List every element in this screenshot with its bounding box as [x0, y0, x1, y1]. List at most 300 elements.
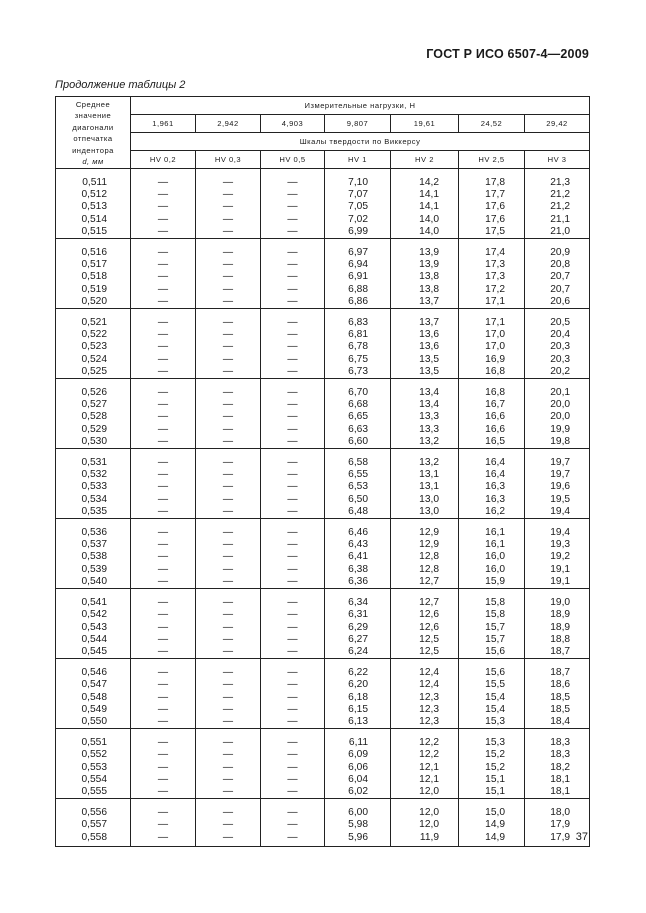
hardness-cell: 19,9 [525, 424, 590, 436]
group-spacer [56, 379, 590, 388]
hardness-cell: 13,5 [391, 354, 459, 366]
table-row [56, 424, 590, 436]
hardness-cell: 19,7 [525, 457, 590, 469]
spacer-cell [56, 659, 131, 668]
empty-value-cell: — [131, 411, 196, 423]
empty-value-cell: — [261, 317, 325, 329]
empty-value-cell: — [261, 667, 325, 679]
hardness-cell: 12,2 [391, 749, 459, 761]
corner-header-line: отпечатка [73, 134, 113, 143]
scales-header: Шкалы твердости по Виккерсу [131, 133, 590, 151]
hardness-cell: 16,4 [459, 457, 525, 469]
empty-value-cell: — [261, 679, 325, 691]
empty-value-cell: — [196, 576, 261, 589]
hardness-cell: 7,05 [325, 201, 391, 213]
hardness-cell: 14,0 [391, 214, 459, 226]
table-row [56, 679, 590, 691]
group-spacer [56, 659, 590, 668]
table-row [56, 399, 590, 411]
spacer-cell [56, 729, 131, 738]
spacer-cell [131, 379, 196, 388]
table-row [56, 436, 590, 449]
empty-value-cell: — [131, 271, 196, 283]
table-row [56, 214, 590, 226]
table-body [56, 169, 590, 847]
empty-value-cell: — [196, 786, 261, 799]
empty-value-cell: — [261, 716, 325, 729]
hardness-cell: 6,48 [325, 506, 391, 519]
table-row [56, 329, 590, 341]
empty-value-cell: — [261, 189, 325, 201]
spacer-cell [196, 589, 261, 598]
empty-value-cell: — [196, 807, 261, 819]
hardness-cell: 16,0 [459, 551, 525, 563]
spacer-cell [391, 659, 459, 668]
hardness-cell: 12,6 [391, 609, 459, 621]
diagonal-cell: 0,534 [56, 494, 131, 506]
empty-value-cell: — [196, 284, 261, 296]
corner-header-line: значение [74, 111, 112, 120]
spacer-cell [261, 379, 325, 388]
hardness-cell: 6,97 [325, 247, 391, 259]
hardness-cell: 6,63 [325, 424, 391, 436]
spacer-cell [325, 589, 391, 598]
empty-value-cell: — [131, 716, 196, 729]
empty-value-cell: — [261, 737, 325, 749]
group-spacer [56, 309, 590, 318]
diagonal-cell: 0,513 [56, 201, 131, 213]
hardness-cell: 6,24 [325, 646, 391, 659]
empty-value-cell: — [196, 259, 261, 271]
empty-value-cell: — [261, 634, 325, 646]
hardness-cell: 14,9 [459, 832, 525, 847]
table-row [56, 539, 590, 551]
spacer-cell [196, 729, 261, 738]
spacer-cell [391, 309, 459, 318]
empty-value-cell: — [261, 226, 325, 239]
hardness-cell: 19,0 [525, 597, 590, 609]
table-caption: Продолжение таблицы 2 [55, 79, 186, 91]
hardness-cell: 21,2 [525, 201, 590, 213]
diagonal-cell: 0,522 [56, 329, 131, 341]
hardness-cell: 6,13 [325, 716, 391, 729]
diagonal-cell: 0,517 [56, 259, 131, 271]
group-spacer [56, 449, 590, 458]
empty-value-cell: — [131, 704, 196, 716]
spacer-cell [525, 379, 590, 388]
spacer-cell [391, 589, 459, 598]
diagonal-cell: 0,539 [56, 564, 131, 576]
empty-value-cell: — [261, 201, 325, 213]
hardness-cell: 13,3 [391, 424, 459, 436]
diagonal-cell: 0,550 [56, 716, 131, 729]
hardness-cell: 20,4 [525, 329, 590, 341]
hardness-cell: 18,8 [525, 634, 590, 646]
hardness-cell: 6,94 [325, 259, 391, 271]
spacer-cell [131, 589, 196, 598]
table-row [56, 564, 590, 576]
hardness-cell: 13,0 [391, 506, 459, 519]
spacer-cell [196, 659, 261, 668]
spacer-cell [56, 589, 131, 598]
empty-value-cell: — [131, 457, 196, 469]
spacer-cell [459, 309, 525, 318]
spacer-cell [56, 309, 131, 318]
diagonal-cell: 0,523 [56, 341, 131, 353]
diagonal-cell: 0,552 [56, 749, 131, 761]
table-row [56, 296, 590, 309]
empty-value-cell: — [131, 737, 196, 749]
empty-value-cell: — [261, 786, 325, 799]
empty-value-cell: — [196, 494, 261, 506]
spacer-cell [525, 239, 590, 248]
empty-value-cell: — [196, 551, 261, 563]
empty-value-cell: — [261, 457, 325, 469]
table-row [56, 749, 590, 761]
spacer-cell [196, 449, 261, 458]
hardness-cell: 6,43 [325, 539, 391, 551]
empty-value-cell: — [261, 609, 325, 621]
hardness-cell: 14,9 [459, 819, 525, 831]
hardness-cell: 17,9 [525, 819, 590, 831]
hardness-cell: 13,4 [391, 387, 459, 399]
hardness-cell: 14,1 [391, 189, 459, 201]
spacer-cell [196, 799, 261, 808]
table-row [56, 177, 590, 189]
hardness-cell: 17,9 [525, 832, 590, 847]
hardness-cell: 19,5 [525, 494, 590, 506]
empty-value-cell: — [196, 737, 261, 749]
empty-value-cell: — [261, 366, 325, 379]
empty-value-cell: — [131, 259, 196, 271]
empty-value-cell: — [131, 749, 196, 761]
hardness-cell: 6,02 [325, 786, 391, 799]
empty-value-cell: — [131, 634, 196, 646]
scale-label: HV 1 [325, 151, 391, 169]
hardness-cell: 16,1 [459, 539, 525, 551]
hardness-cell: 20,7 [525, 284, 590, 296]
empty-value-cell: — [131, 399, 196, 411]
hardness-cell: 16,2 [459, 506, 525, 519]
spacer-cell [325, 379, 391, 388]
hardness-cell: 6,27 [325, 634, 391, 646]
hardness-cell: 18,7 [525, 667, 590, 679]
diagonal-cell: 0,531 [56, 457, 131, 469]
spacer-cell [196, 519, 261, 528]
table-row [56, 317, 590, 329]
empty-value-cell: — [261, 762, 325, 774]
hardness-cell: 7,02 [325, 214, 391, 226]
spacer-cell [261, 309, 325, 318]
empty-value-cell: — [196, 387, 261, 399]
empty-value-cell: — [196, 424, 261, 436]
table-row [56, 819, 590, 831]
hardness-cell: 14,2 [391, 177, 459, 189]
diagonal-cell: 0,545 [56, 646, 131, 659]
diagonal-cell: 0,535 [56, 506, 131, 519]
empty-value-cell: — [196, 247, 261, 259]
empty-value-cell: — [261, 411, 325, 423]
diagonal-cell: 0,549 [56, 704, 131, 716]
hardness-cell: 6,55 [325, 469, 391, 481]
hardness-cell: 15,0 [459, 807, 525, 819]
table-row [56, 622, 590, 634]
load-value: 29,42 [525, 115, 590, 133]
empty-value-cell: — [261, 576, 325, 589]
spacer-cell [196, 379, 261, 388]
empty-value-cell: — [131, 494, 196, 506]
hardness-cell: 6,22 [325, 667, 391, 679]
hardness-cell: 16,8 [459, 366, 525, 379]
table-row [56, 634, 590, 646]
spacer-cell [391, 449, 459, 458]
spacer-cell [131, 729, 196, 738]
spacer-cell [459, 379, 525, 388]
table-row [56, 284, 590, 296]
spacer-cell [391, 379, 459, 388]
hardness-cell: 13,2 [391, 436, 459, 449]
hardness-cell: 13,4 [391, 399, 459, 411]
spacer-cell [391, 519, 459, 528]
table-row [56, 247, 590, 259]
spacer-cell [56, 799, 131, 808]
diagonal-cell: 0,558 [56, 832, 131, 847]
hardness-cell: 12,0 [391, 819, 459, 831]
spacer-cell [261, 519, 325, 528]
spacer-cell [56, 169, 131, 178]
diagonal-cell: 0,544 [56, 634, 131, 646]
table-row [56, 737, 590, 749]
hardness-cell: 21,0 [525, 226, 590, 239]
spacer-cell [196, 169, 261, 178]
empty-value-cell: — [261, 506, 325, 519]
diagonal-cell: 0,554 [56, 774, 131, 786]
hardness-cell: 20,2 [525, 366, 590, 379]
spacer-cell [325, 309, 391, 318]
diagonal-column-header [56, 97, 131, 169]
table-row [56, 494, 590, 506]
spacer-cell [261, 239, 325, 248]
load-value: 4,903 [261, 115, 325, 133]
table-row [56, 259, 590, 271]
table-row [56, 481, 590, 493]
empty-value-cell: — [261, 354, 325, 366]
spacer-cell [261, 449, 325, 458]
corner-header-line: d, мм [82, 157, 104, 166]
diagonal-cell: 0,553 [56, 762, 131, 774]
hardness-cell: 18,3 [525, 749, 590, 761]
hardness-cell: 7,07 [325, 189, 391, 201]
empty-value-cell: — [131, 201, 196, 213]
spacer-cell [131, 799, 196, 808]
empty-value-cell: — [261, 214, 325, 226]
page-number: 37 [575, 831, 588, 843]
hardness-cell: 6,58 [325, 457, 391, 469]
diagonal-cell: 0,524 [56, 354, 131, 366]
empty-value-cell: — [196, 189, 261, 201]
hardness-cell: 19,3 [525, 539, 590, 551]
table-row [56, 271, 590, 283]
hardness-cell: 13,9 [391, 259, 459, 271]
hardness-cell: 13,2 [391, 457, 459, 469]
hardness-cell: 15,6 [459, 646, 525, 659]
hardness-cell: 15,6 [459, 667, 525, 679]
hardness-cell: 18,1 [525, 786, 590, 799]
hardness-cell: 6,18 [325, 692, 391, 704]
hardness-cell: 15,2 [459, 762, 525, 774]
hardness-cell: 6,81 [325, 329, 391, 341]
table-row [56, 411, 590, 423]
hardness-cell: 12,1 [391, 774, 459, 786]
hardness-cell: 16,0 [459, 564, 525, 576]
table-row [56, 716, 590, 729]
empty-value-cell: — [131, 424, 196, 436]
hardness-cell: 6,53 [325, 481, 391, 493]
hardness-cell: 16,5 [459, 436, 525, 449]
diagonal-cell: 0,516 [56, 247, 131, 259]
empty-value-cell: — [131, 226, 196, 239]
scales-row [56, 151, 590, 169]
hardness-cell: 13,6 [391, 329, 459, 341]
hardness-cell: 12,5 [391, 646, 459, 659]
empty-value-cell: — [196, 436, 261, 449]
empty-value-cell: — [131, 481, 196, 493]
hardness-cell: 18,4 [525, 716, 590, 729]
hardness-cell: 6,50 [325, 494, 391, 506]
hardness-cell: 12,5 [391, 634, 459, 646]
empty-value-cell: — [196, 646, 261, 659]
spacer-cell [261, 169, 325, 178]
empty-value-cell: — [261, 564, 325, 576]
hardness-cell: 16,9 [459, 354, 525, 366]
hardness-cell: 6,73 [325, 366, 391, 379]
corner-header-line: Среднее [75, 99, 111, 109]
hardness-cell: 18,7 [525, 646, 590, 659]
empty-value-cell: — [196, 749, 261, 761]
hardness-cell: 6,88 [325, 284, 391, 296]
hardness-cell: 19,1 [525, 564, 590, 576]
hardness-cell: 17,0 [459, 329, 525, 341]
empty-value-cell: — [261, 247, 325, 259]
hardness-cell: 5,98 [325, 819, 391, 831]
table-row [56, 774, 590, 786]
diagonal-cell: 0,551 [56, 737, 131, 749]
hardness-cell: 13,7 [391, 296, 459, 309]
spacer-cell [196, 309, 261, 318]
spacer-cell [459, 239, 525, 248]
empty-value-cell: — [261, 704, 325, 716]
empty-value-cell: — [131, 387, 196, 399]
hardness-cell: 18,9 [525, 622, 590, 634]
empty-value-cell: — [196, 177, 261, 189]
spacer-cell [56, 519, 131, 528]
empty-value-cell: — [131, 597, 196, 609]
hardness-cell: 17,2 [459, 284, 525, 296]
table-row [56, 387, 590, 399]
hardness-cell: 16,1 [459, 527, 525, 539]
hardness-cell: 15,4 [459, 704, 525, 716]
hardness-cell: 14,0 [391, 226, 459, 239]
hardness-cell: 6,75 [325, 354, 391, 366]
hardness-cell: 12,0 [391, 807, 459, 819]
hardness-cell: 6,46 [325, 527, 391, 539]
diagonal-cell: 0,511 [56, 177, 131, 189]
hardness-cell: 12,9 [391, 527, 459, 539]
group-spacer [56, 239, 590, 248]
hardness-cell: 6,70 [325, 387, 391, 399]
empty-value-cell: — [261, 399, 325, 411]
diagonal-cell: 0,518 [56, 271, 131, 283]
hardness-cell: 18,0 [525, 807, 590, 819]
hardness-cell: 15,7 [459, 634, 525, 646]
empty-value-cell: — [261, 494, 325, 506]
document-header-standard: ГОСТ Р ИСО 6507-4—2009 [426, 47, 589, 61]
empty-value-cell: — [196, 679, 261, 691]
hardness-cell: 18,9 [525, 609, 590, 621]
empty-value-cell: — [131, 819, 196, 831]
diagonal-cell: 0,520 [56, 296, 131, 309]
load-value: 24,52 [459, 115, 525, 133]
hardness-cell: 6,78 [325, 341, 391, 353]
diagonal-cell: 0,521 [56, 317, 131, 329]
diagonal-cell: 0,532 [56, 469, 131, 481]
empty-value-cell: — [196, 609, 261, 621]
hardness-cell: 20,8 [525, 259, 590, 271]
empty-value-cell: — [261, 424, 325, 436]
spacer-cell [391, 799, 459, 808]
hardness-cell: 20,5 [525, 317, 590, 329]
empty-value-cell: — [131, 539, 196, 551]
loads-row [56, 115, 590, 133]
hardness-cell: 6,11 [325, 737, 391, 749]
empty-value-cell: — [261, 296, 325, 309]
empty-value-cell: — [196, 366, 261, 379]
empty-value-cell: — [261, 469, 325, 481]
hardness-cell: 15,9 [459, 576, 525, 589]
hardness-cell: 18,5 [525, 692, 590, 704]
corner-header-line: диагонали [72, 122, 114, 132]
empty-value-cell: — [131, 576, 196, 589]
spacer-cell [525, 799, 590, 808]
hardness-cell: 12,0 [391, 786, 459, 799]
spacer-cell [131, 239, 196, 248]
group-spacer [56, 589, 590, 598]
empty-value-cell: — [196, 832, 261, 847]
hardness-cell: 7,10 [325, 177, 391, 189]
empty-value-cell: — [196, 411, 261, 423]
empty-value-cell: — [196, 341, 261, 353]
table-row [56, 457, 590, 469]
scale-label: HV 0,5 [261, 151, 325, 169]
hardness-cell: 20,6 [525, 296, 590, 309]
spacer-cell [131, 309, 196, 318]
hardness-cell: 15,8 [459, 597, 525, 609]
hardness-cell: 19,4 [525, 527, 590, 539]
corner-header-line: индентора [72, 145, 114, 155]
hardness-cell: 16,4 [459, 469, 525, 481]
load-value: 19,61 [391, 115, 459, 133]
scale-label: HV 3 [525, 151, 590, 169]
table-row [56, 609, 590, 621]
empty-value-cell: — [131, 692, 196, 704]
hardness-cell: 20,3 [525, 354, 590, 366]
hardness-cell: 12,8 [391, 551, 459, 563]
hardness-cell: 18,2 [525, 762, 590, 774]
hardness-cell: 17,3 [459, 271, 525, 283]
table-header [56, 97, 590, 169]
spacer-cell [56, 379, 131, 388]
hardness-cell: 12,7 [391, 576, 459, 589]
